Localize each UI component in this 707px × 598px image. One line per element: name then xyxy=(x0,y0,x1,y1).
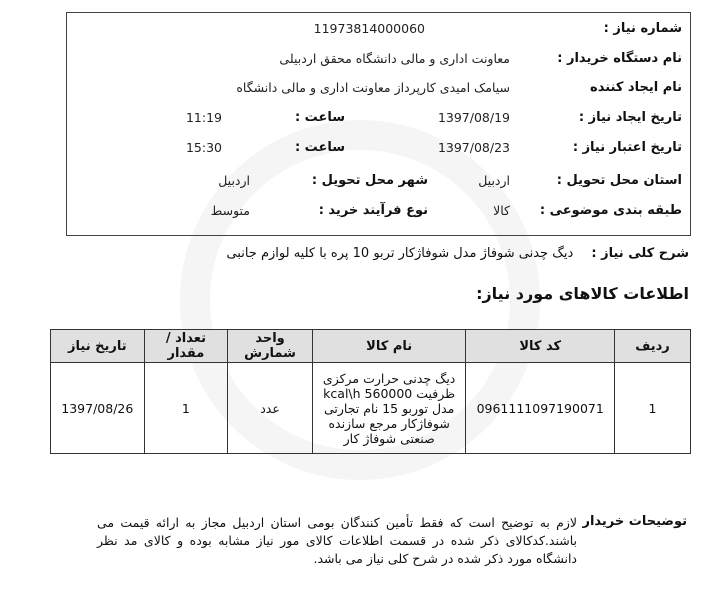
summary-label: شرح کلی نیاز : xyxy=(591,246,689,261)
process-value: متوسط xyxy=(210,203,250,218)
valid-time-value: 15:30 xyxy=(185,140,222,155)
creator-label: نام ایجاد کننده xyxy=(590,80,682,95)
valid-date-value: 1397/08/23 xyxy=(437,140,510,155)
created-date-label: تاریخ ایجاد نیاز : xyxy=(578,110,682,125)
table-header-row xyxy=(51,330,691,363)
table-row xyxy=(51,363,691,454)
buyer-org-label: نام دستگاه خریدار : xyxy=(557,51,682,66)
header-index: ردیف xyxy=(615,330,691,363)
section-title: اطلاعات کالاهای مورد نیاز: xyxy=(476,284,689,303)
cell-unit: عدد xyxy=(228,363,313,454)
cell-qty: 1 xyxy=(144,363,228,454)
cell-index: 1 xyxy=(615,363,691,454)
summary xyxy=(20,246,689,261)
header-code: کد کالا xyxy=(466,330,615,363)
header-unit: واحد شمارش xyxy=(228,330,313,363)
created-time-label: ساعت : xyxy=(294,110,345,125)
process-label: نوع فرآیند خرید : xyxy=(318,203,428,218)
header-date: تاریخ نیاز xyxy=(51,330,145,363)
creator-value: سیامک امیدی کارپرداز معاونت اداری و مالی دانشگاه xyxy=(236,80,510,95)
city-value: اردبیل xyxy=(218,173,250,188)
header-name: نام کالا xyxy=(312,330,466,363)
tender-number-value: 11973814000060 xyxy=(313,21,425,36)
items-table xyxy=(50,329,691,454)
city-label: شهر محل تحویل : xyxy=(311,173,428,188)
tender-number-label: شماره نیاز : xyxy=(603,21,682,36)
province-value: اردبیل xyxy=(478,173,510,188)
cell-name: دیگ چدنی حرارت مرکزی ظرفیت 560000 kcal\h مدل توربو 15 نام تجارتی شوفاژکار مرجع سازنده صنعتی شوفاژ کار xyxy=(312,363,466,454)
summary-text: دیگ چدنی شوفاژ مدل شوفاژکار تربو 10 پره با کلیه لوازم جانبی xyxy=(226,246,574,261)
buyer-org-value: معاونت اداری و مالی دانشگاه محقق اردبیلی xyxy=(279,51,510,66)
header-qty: تعداد / مقدار xyxy=(144,330,228,363)
category-label: طبقه بندی موضوعی : xyxy=(539,203,682,218)
notes-label: توضیحات خریدار xyxy=(582,514,687,529)
notes-text: لازم به توضیح است که فقط تأمین کنندگان بومی استان اردبیل مجاز به ارائه قیمت می باشند.کدکالای ذکر شده در قسمت اطلاعات کالای مور نیاز مشابه بوده و کالای مد نظر دانشگاه مورد ذکر شده در شرح کلی نیاز می باشد. xyxy=(97,515,577,566)
tender-info-box xyxy=(66,12,691,236)
valid-date-label: تاریخ اعتبار نیاز : xyxy=(572,140,682,155)
valid-time-label: ساعت : xyxy=(294,140,345,155)
cell-date: 1397/08/26 xyxy=(51,363,145,454)
created-date-value: 1397/08/19 xyxy=(437,110,510,125)
created-time-value: 11:19 xyxy=(185,110,222,125)
category-value: کالا xyxy=(493,203,510,218)
province-label: استان محل تحویل : xyxy=(556,173,682,188)
cell-code: 0961111097190071 xyxy=(466,363,615,454)
